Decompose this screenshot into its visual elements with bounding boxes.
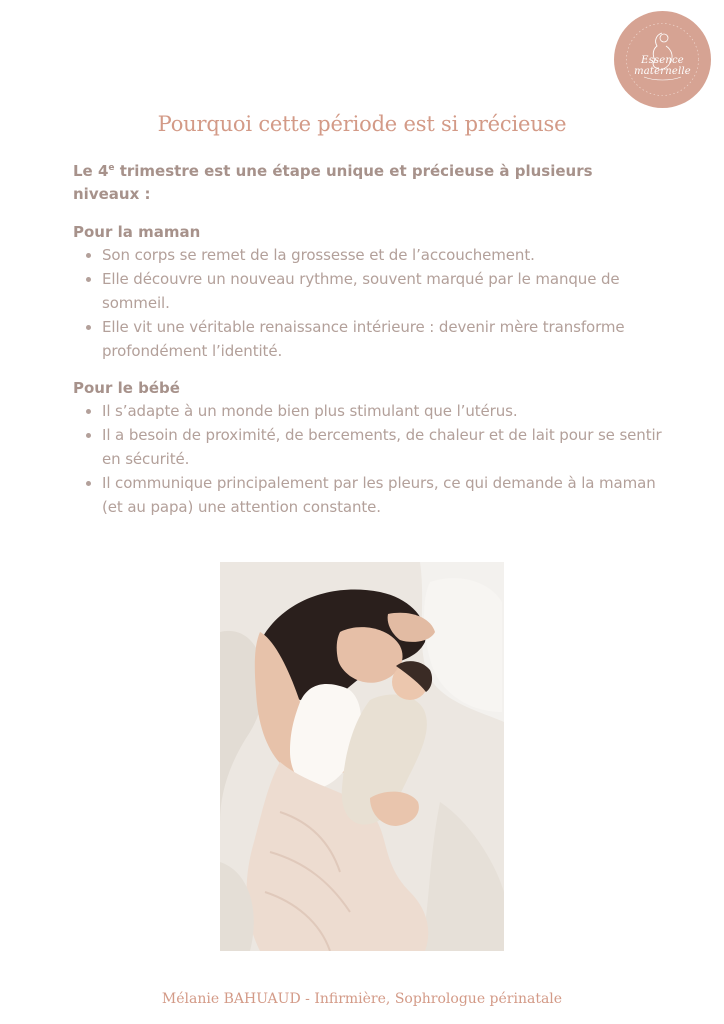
brand-logo — [614, 11, 711, 108]
logo-wordmark: Essence maternelle — [634, 55, 691, 77]
page-title: Pourquoi cette période est si précieuse — [157, 112, 567, 136]
intro-text — [73, 157, 663, 206]
footer-author: Mélanie BAHUAUD - Infirmière, Sophrologue périnatale — [161, 991, 563, 1007]
list-item: Il a besoin de proximité, de bercements, de chaleur et de lait pour se sentir en sécurité. — [102, 423, 663, 471]
intro-before: Le 4 — [73, 162, 109, 180]
section-heading-bebe: Pour le bébé — [73, 379, 180, 397]
list-item: Son corps se remet de la grossesse et de l’accouchement. — [102, 243, 663, 267]
list-item: Il s’adapte à un monde bien plus stimulant que l’utérus. — [102, 399, 663, 423]
mother-baby-photo — [220, 562, 504, 951]
list-bebe — [73, 399, 663, 519]
intro-after: trimestre est une étape unique et précieuse à plusieurs niveaux : — [73, 162, 593, 203]
section-heading-maman: Pour la maman — [73, 223, 201, 241]
main-content — [73, 157, 663, 519]
list-item: Elle découvre un nouveau rythme, souvent marqué par le manque de sommeil. — [102, 267, 663, 315]
list-item: Elle vit une véritable renaissance intérieure : devenir mère transforme profondément l’identité. — [102, 315, 663, 363]
list-maman — [73, 243, 663, 363]
intro-superscript: e — [108, 163, 115, 173]
list-item: Il communique principalement par les pleurs, ce qui demande à la maman (et au papa) une attention constante. — [102, 471, 663, 519]
